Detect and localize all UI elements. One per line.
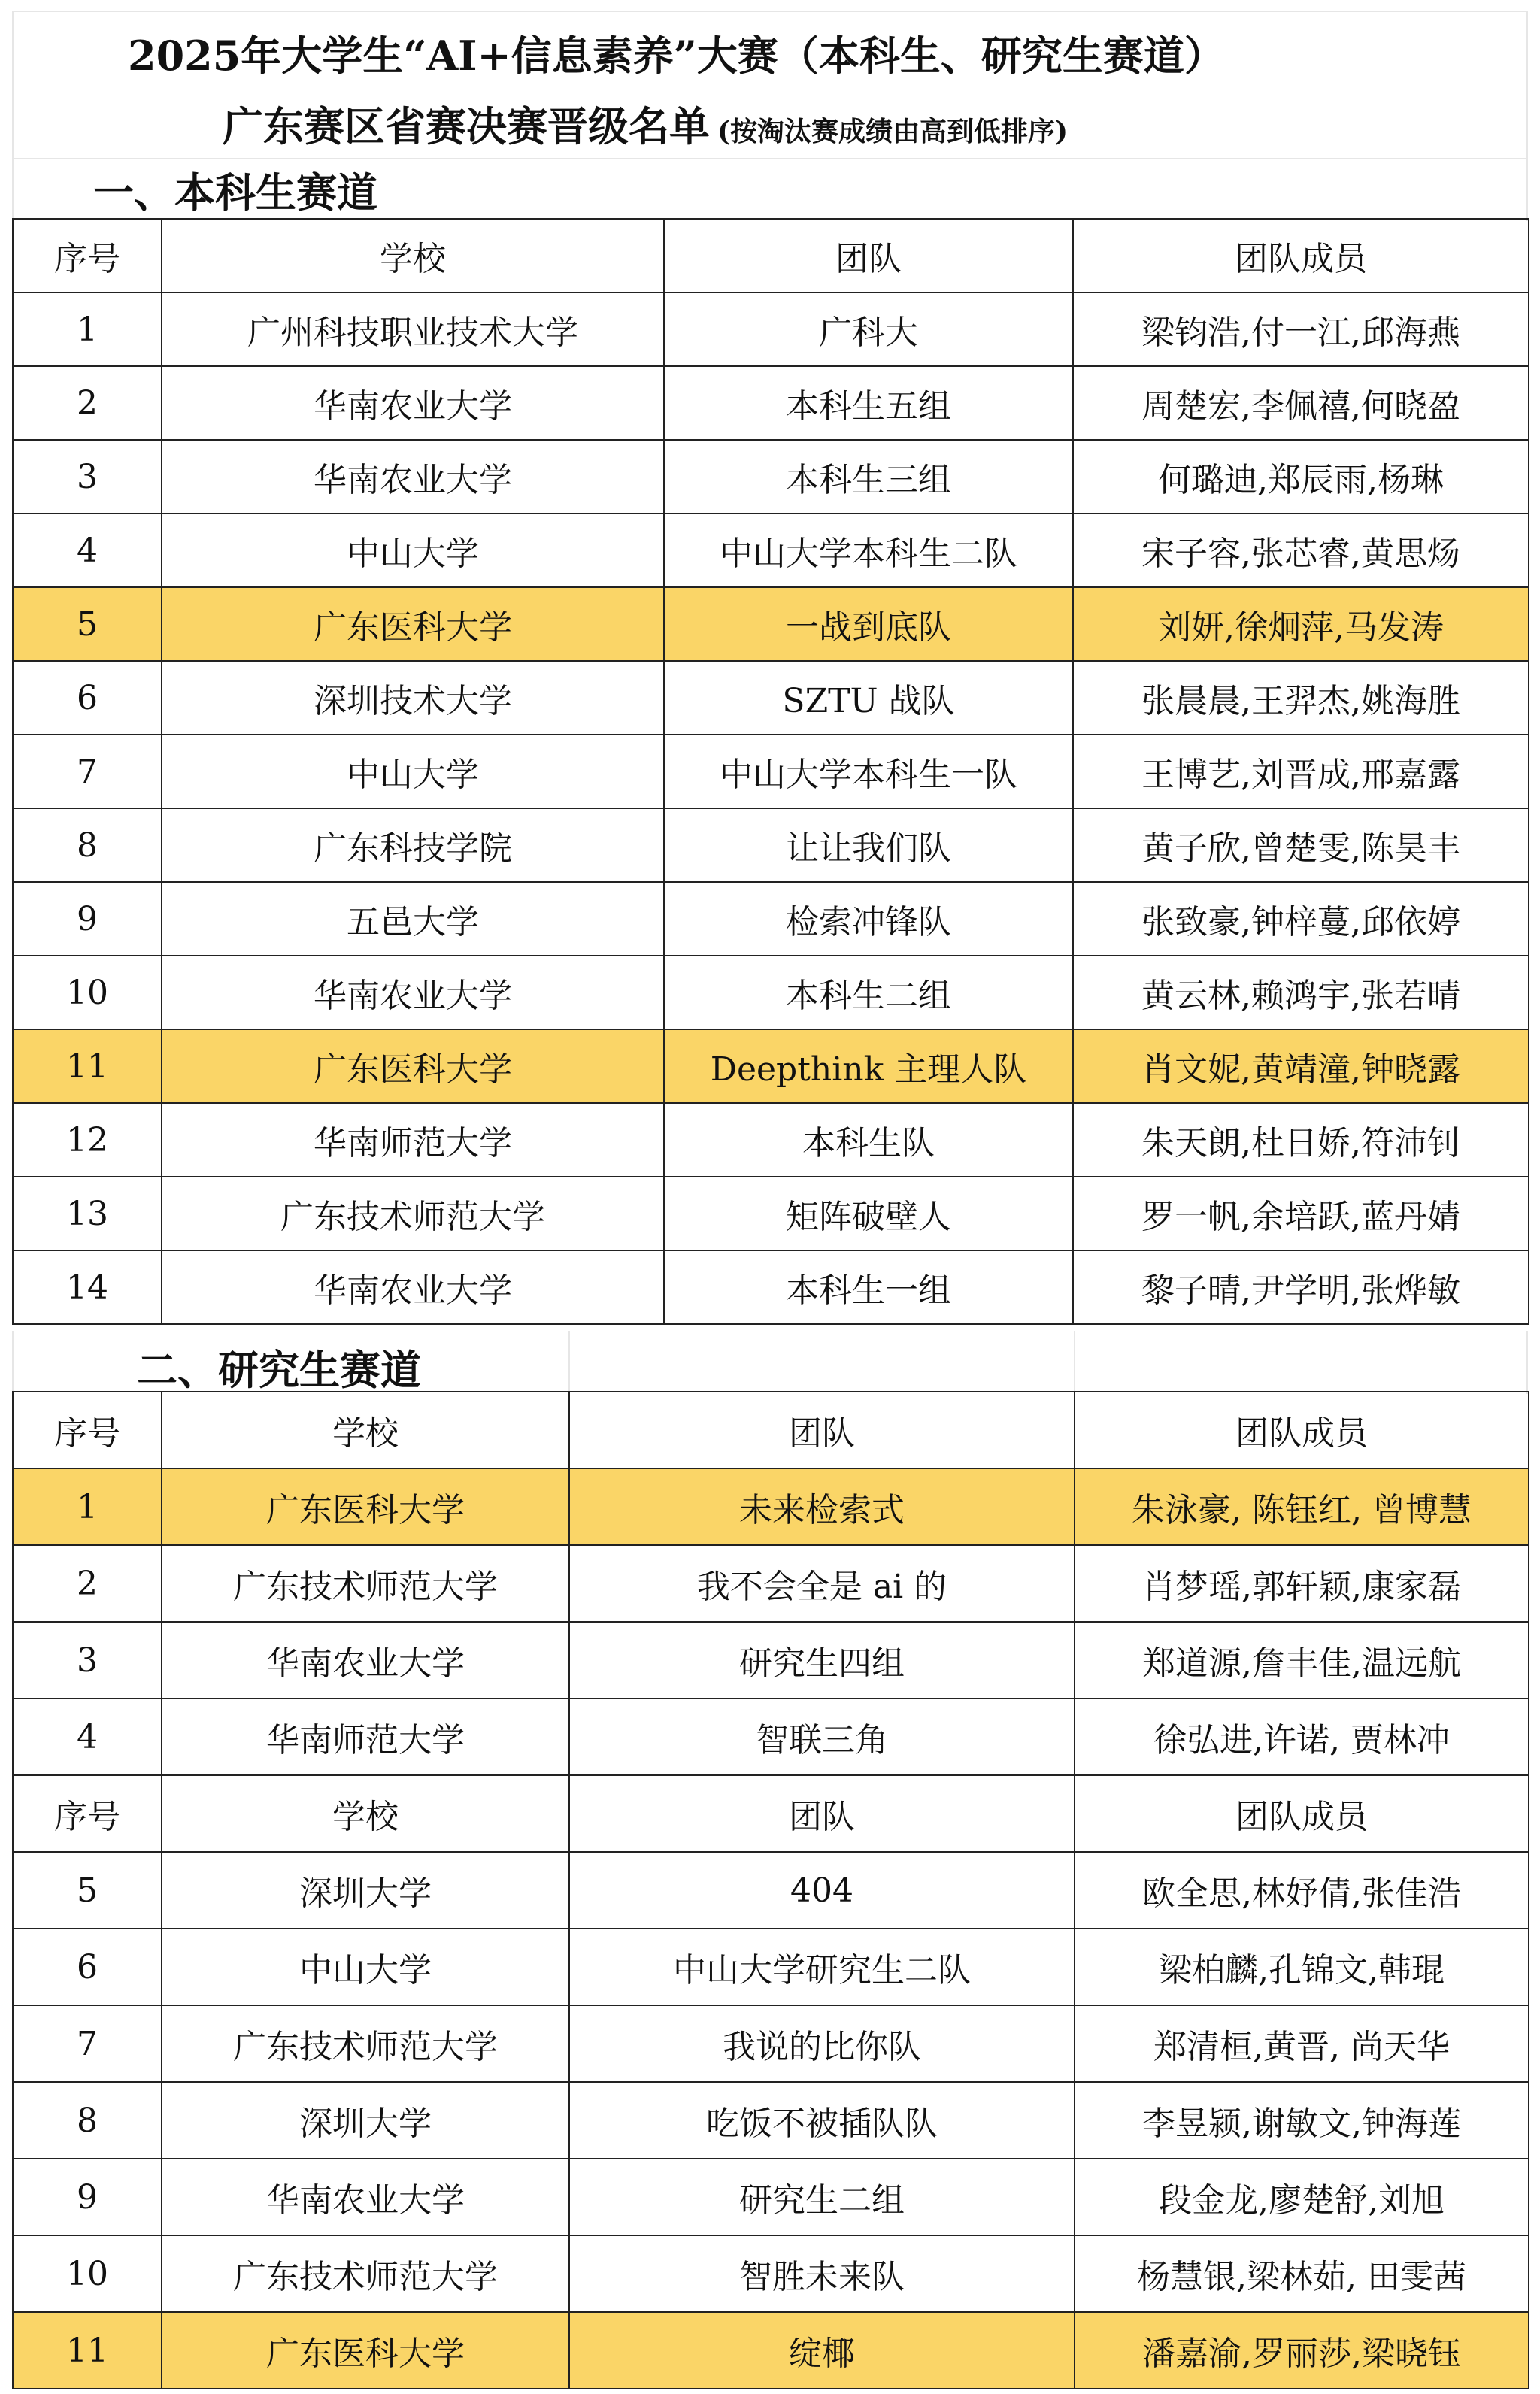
cell-school: 广东科技学院 [162, 808, 664, 882]
cell-members: 黄子欣,曾楚雯,陈昊丰 [1073, 808, 1529, 882]
table-header-row [13, 219, 1529, 292]
cell-no: 11 [13, 1029, 162, 1103]
cell-members: 肖梦瑶,郭轩颖,康家磊 [1075, 1545, 1529, 1622]
table-row [13, 808, 1529, 882]
cell-members: 张晨晨,王羿杰,姚海胜 [1073, 661, 1529, 735]
column-header: 学校 [162, 219, 664, 292]
table-row [13, 1852, 1529, 1929]
cell-school: 广东医科大学 [162, 1029, 664, 1103]
cell-school: 中山大学 [162, 735, 664, 808]
cell-no: 1 [13, 292, 162, 366]
faint-gridline [1526, 1331, 1528, 1394]
table-header-row [13, 1775, 1529, 1852]
cell-school: 广东技术师范大学 [162, 1177, 664, 1250]
cell-school: 深圳大学 [162, 1852, 569, 1929]
column-header: 序号 [13, 1392, 162, 1468]
cell-team: 中山大学本科生一队 [664, 735, 1073, 808]
undergrad-table [12, 218, 1529, 1325]
cell-members: 潘嘉渝,罗丽莎,梁晓钰 [1075, 2312, 1529, 2389]
cell-no: 9 [13, 2159, 162, 2235]
cell-school: 广东医科大学 [162, 1468, 569, 1545]
cell-no: 11 [13, 2312, 162, 2389]
cell-members: 肖文妮,黄靖潼,钟晓露 [1073, 1029, 1529, 1103]
table-row [13, 2235, 1529, 2312]
cell-members: 黎子晴,尹学明,张烨敏 [1073, 1250, 1529, 1324]
cell-team: 我不会全是 ai 的 [569, 1545, 1075, 1622]
table-row [13, 1468, 1529, 1545]
column-header: 团队成员 [1073, 219, 1529, 292]
undergrad-section-heading: 一、本科生赛道 [93, 168, 377, 217]
cell-no: 2 [13, 1545, 162, 1622]
cell-team: 让让我们队 [664, 808, 1073, 882]
cell-members: 郑道源,詹丰佳,温远航 [1075, 1622, 1529, 1699]
cell-team: 智联三角 [569, 1699, 1075, 1775]
cell-team: 吃饭不被插队队 [569, 2082, 1075, 2159]
cell-no: 14 [13, 1250, 162, 1324]
grad-section-heading: 二、研究生赛道 [137, 1346, 421, 1394]
cell-members: 何璐迪,郑辰雨,杨琳 [1073, 440, 1529, 514]
cell-school: 华南农业大学 [162, 1622, 569, 1699]
cell-team: 研究生二组 [569, 2159, 1075, 2235]
cell-school: 华南农业大学 [162, 2159, 569, 2235]
cell-no: 13 [13, 1177, 162, 1250]
cell-no: 3 [13, 1622, 162, 1699]
table-row [13, 2082, 1529, 2159]
faint-gridline [12, 158, 1528, 159]
cell-no: 8 [13, 808, 162, 882]
cell-members: 朱泳豪, 陈钰红, 曾博慧 [1075, 1468, 1529, 1545]
cell-team: 检索冲锋队 [664, 882, 1073, 956]
cell-team: 本科生五组 [664, 366, 1073, 440]
table-row [13, 1545, 1529, 1622]
column-header: 序号 [13, 1775, 162, 1852]
cell-school: 广东技术师范大学 [162, 2235, 569, 2312]
cell-members: 宋子容,张芯睿,黄思炀 [1073, 514, 1529, 587]
cell-team: 本科生二组 [664, 956, 1073, 1029]
column-header: 团队 [569, 1392, 1075, 1468]
cell-no: 3 [13, 440, 162, 514]
faint-gridline [568, 1331, 570, 1394]
cell-school: 中山大学 [162, 1929, 569, 2005]
cell-school: 深圳技术大学 [162, 661, 664, 735]
cell-school: 华南农业大学 [162, 1250, 664, 1324]
cell-members: 罗一帆,余培跃,蓝丹婧 [1073, 1177, 1529, 1250]
table-row [13, 1622, 1529, 1699]
column-header: 学校 [162, 1775, 569, 1852]
cell-no: 5 [13, 1852, 162, 1929]
table-row [13, 2159, 1529, 2235]
cell-team: 绽椰 [569, 2312, 1075, 2389]
cell-school: 华南农业大学 [162, 366, 664, 440]
cell-no: 6 [13, 661, 162, 735]
cell-no: 7 [13, 2005, 162, 2082]
cell-team: 中山大学研究生二队 [569, 1929, 1075, 2005]
column-header: 团队 [664, 219, 1073, 292]
column-header: 团队成员 [1075, 1392, 1529, 1468]
cell-members: 王博艺,刘晋成,邢嘉露 [1073, 735, 1529, 808]
cell-school: 华南农业大学 [162, 956, 664, 1029]
cell-members: 梁柏麟,孔锦文,韩琨 [1075, 1929, 1529, 2005]
faint-gridline [12, 11, 14, 221]
cell-team: 智胜未来队 [569, 2235, 1075, 2312]
cell-no: 10 [13, 2235, 162, 2312]
cell-school: 深圳大学 [162, 2082, 569, 2159]
cell-no: 9 [13, 882, 162, 956]
table-row [13, 366, 1529, 440]
table-row [13, 661, 1529, 735]
table-row [13, 1929, 1529, 2005]
cell-team: 本科生队 [664, 1103, 1073, 1177]
cell-team: 矩阵破壁人 [664, 1177, 1073, 1250]
cell-team: 广科大 [664, 292, 1073, 366]
grad-table [12, 1391, 1529, 2389]
cell-no: 4 [13, 514, 162, 587]
cell-team: Deepthink 主理人队 [664, 1029, 1073, 1103]
table-row [13, 956, 1529, 1029]
subtitle-note: (按淘汰赛成绩由高到低排序) [717, 116, 1069, 147]
table-row [13, 2312, 1529, 2389]
cell-members: 郑清桓,黄晋, 尚天华 [1075, 2005, 1529, 2082]
table-row [13, 514, 1529, 587]
column-header: 团队成员 [1075, 1775, 1529, 1852]
faint-gridline [1074, 1331, 1075, 1394]
cell-no: 5 [13, 587, 162, 661]
cell-no: 7 [13, 735, 162, 808]
cell-no: 12 [13, 1103, 162, 1177]
cell-school: 中山大学 [162, 514, 664, 587]
cell-team: 一战到底队 [664, 587, 1073, 661]
column-header: 学校 [162, 1392, 569, 1468]
cell-members: 朱天朗,杜日娇,符沛钊 [1073, 1103, 1529, 1177]
cell-team: 未来检索式 [569, 1468, 1075, 1545]
document-title: 2025年大学生“AI+信息素养”大赛（本科生、研究生赛道） [128, 32, 1225, 80]
cell-members: 段金龙,廖楚舒,刘旭 [1075, 2159, 1529, 2235]
faint-gridline [12, 11, 1528, 12]
cell-team: SZTU 战队 [664, 661, 1073, 735]
table-row [13, 1699, 1529, 1775]
cell-school: 华南师范大学 [162, 1699, 569, 1775]
cell-team: 研究生四组 [569, 1622, 1075, 1699]
subtitle-main: 广东赛区省赛决赛晋级名单 [223, 102, 710, 150]
column-header: 团队 [569, 1775, 1075, 1852]
table-row [13, 587, 1529, 661]
cell-members: 欧全思,林妤倩,张佳浩 [1075, 1852, 1529, 1929]
cell-no: 8 [13, 2082, 162, 2159]
cell-school: 五邑大学 [162, 882, 664, 956]
faint-gridline [1526, 11, 1528, 221]
cell-school: 广东技术师范大学 [162, 1545, 569, 1622]
cell-members: 刘妍,徐炯萍,马发涛 [1073, 587, 1529, 661]
cell-no: 2 [13, 366, 162, 440]
cell-members: 杨慧银,梁林茹, 田雯茜 [1075, 2235, 1529, 2312]
cell-members: 梁钧浩,付一江,邱海燕 [1073, 292, 1529, 366]
table-row [13, 292, 1529, 366]
cell-members: 周楚宏,李佩禧,何晓盈 [1073, 366, 1529, 440]
table-row [13, 735, 1529, 808]
cell-no: 6 [13, 1929, 162, 2005]
cell-school: 广东医科大学 [162, 587, 664, 661]
cell-school: 广州科技职业技术大学 [162, 292, 664, 366]
cell-team: 404 [569, 1852, 1075, 1929]
table-row [13, 882, 1529, 956]
cell-members: 黄云林,赖鸿宇,张若晴 [1073, 956, 1529, 1029]
cell-team: 本科生三组 [664, 440, 1073, 514]
cell-school: 华南农业大学 [162, 440, 664, 514]
table-header-row [13, 1392, 1529, 1468]
cell-team: 本科生一组 [664, 1250, 1073, 1324]
cell-school: 广东医科大学 [162, 2312, 569, 2389]
cell-no: 4 [13, 1699, 162, 1775]
cell-no: 10 [13, 956, 162, 1029]
cell-team: 中山大学本科生二队 [664, 514, 1073, 587]
table-row [13, 1029, 1529, 1103]
cell-school: 广东技术师范大学 [162, 2005, 569, 2082]
cell-members: 徐弘进,许诺, 贾林冲 [1075, 1699, 1529, 1775]
cell-no: 1 [13, 1468, 162, 1545]
table-row [13, 1250, 1529, 1324]
column-header: 序号 [13, 219, 162, 292]
cell-members: 张致豪,钟梓蔓,邱依婷 [1073, 882, 1529, 956]
faint-gridline [12, 1331, 14, 1394]
table-row [13, 440, 1529, 514]
table-row [13, 1177, 1529, 1250]
cell-team: 我说的比你队 [569, 2005, 1075, 2082]
cell-members: 李昱颍,谢敏文,钟海莲 [1075, 2082, 1529, 2159]
table-row [13, 1103, 1529, 1177]
cell-school: 华南师范大学 [162, 1103, 664, 1177]
document-subtitle [223, 95, 1068, 153]
table-row [13, 2005, 1529, 2082]
